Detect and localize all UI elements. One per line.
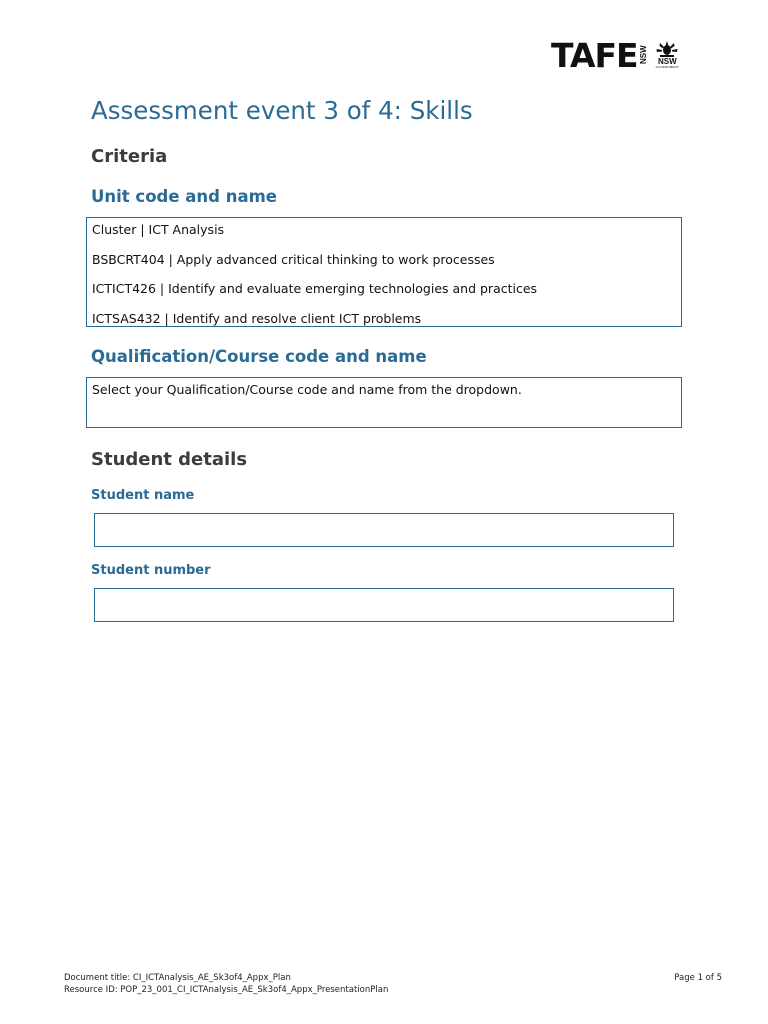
emblem-nsw-text: NSW bbox=[658, 57, 677, 66]
footer-info bbox=[64, 972, 388, 996]
page-number: Page 1 of 5 bbox=[674, 973, 722, 983]
student-name-input[interactable] bbox=[94, 513, 674, 547]
qualification-dropdown-value: Select your Qualification/Course code and name from the dropdown. bbox=[92, 382, 522, 397]
unit-line-bsbcrt404: BSBCRT404 | Apply advanced critical thinking to work processes bbox=[92, 251, 495, 267]
tafe-nsw-logo bbox=[551, 35, 680, 75]
qualification-heading: Qualification/Course code and name bbox=[91, 347, 427, 366]
unit-line-ictsas432: ICTSAS432 | Identify and resolve client ICT problems bbox=[92, 310, 422, 326]
unit-code-heading: Unit code and name bbox=[91, 187, 277, 206]
unit-line-cluster: Cluster | ICT Analysis bbox=[92, 222, 225, 237]
waratah-icon bbox=[656, 41, 678, 57]
qualification-dropdown[interactable] bbox=[86, 377, 682, 428]
footer-resource-id: Resource ID: POP_23_001_CI_ICTAnalysis_AE_Sk3of4_Appx_PresentationPlan bbox=[64, 985, 389, 995]
footer-document-title: Document title: CI_ICTAnalysis_AE_Sk3of4_Appx_Plan bbox=[64, 973, 291, 983]
unit-code-box[interactable] bbox=[86, 217, 682, 327]
unit-line-icticts426: ICTICT426 | Identify and evaluate emerging technologies and practices bbox=[92, 281, 538, 296]
student-name-label: Student name bbox=[91, 488, 195, 503]
emblem-government-text: GOVERNMENT bbox=[655, 65, 680, 69]
student-number-input[interactable] bbox=[94, 588, 674, 622]
student-number-label: Student number bbox=[91, 563, 211, 578]
logo-wordmark: TAFE bbox=[551, 35, 638, 75]
page-title: Assessment event 3 of 4: Skills bbox=[91, 96, 473, 125]
nsw-government-emblem bbox=[656, 41, 680, 69]
criteria-heading: Criteria bbox=[91, 146, 168, 167]
student-details-heading: Student details bbox=[91, 449, 248, 470]
logo-nsw-vertical: NSW bbox=[638, 45, 648, 65]
